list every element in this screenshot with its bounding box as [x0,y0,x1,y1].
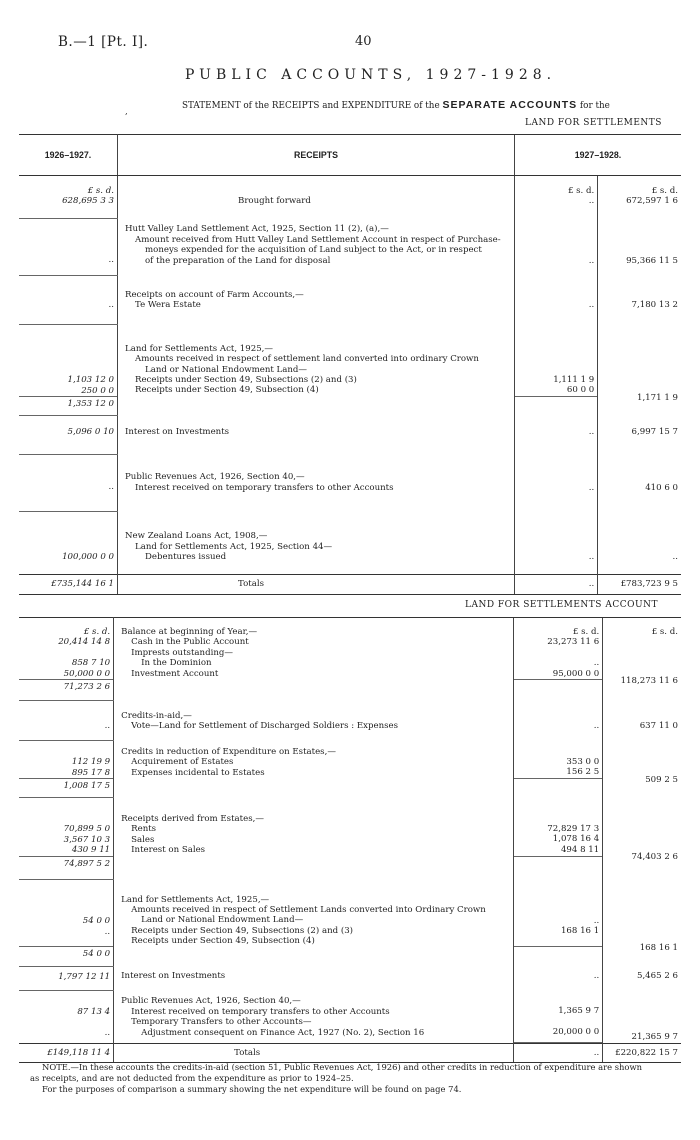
bal-prev-1: 20,414 14 8 [58,637,111,648]
bal-line-4: In the Dominion [141,658,212,669]
cre-prev-2: 895 17 8 [71,767,111,778]
s2-lsa-row [19,880,681,947]
totals-mid: .. [515,575,598,594]
nzl-line-3: Debentures issued [145,552,227,562]
lsa-prev-subtotal: 1,353 12 0 [19,397,118,416]
section-title: LAND FOR SETTLEMENTS ACCOUNT [465,600,658,610]
bal-line-2: Cash in the Public Account [131,637,249,648]
public-revenues-row [19,454,681,511]
credits-reduction-row [19,741,681,779]
statement-heading-post: for the [579,101,610,111]
s2-pra-line-3: Temporary Transfers to other Accounts— [131,1017,312,1028]
nzl-prev: 100,000 0 0 [19,511,118,575]
farm-accounts-row [19,276,681,325]
receipts-totals-row [19,575,681,594]
cre-mid-2: 156 2 5 [566,767,600,778]
rde-prev-3: 430 9 11 [71,845,111,856]
nzl-total: .. [598,511,681,575]
s2-totals-label: Totals [114,1043,514,1062]
s2-interest-label: Interest on Investments [121,971,226,982]
statement-heading-bold: SEPARATE ACCOUNTS [442,99,578,111]
s2-pra-line-1: Public Revenues Act, 1926, Section 40,— [121,996,301,1007]
statement-heading-pre: STATEMENT of the RECEIPTS and EXPENDITURE of the [182,101,440,111]
rde-mid-1: 72,829 17 3 [547,823,600,834]
page-title: PUBLIC ACCOUNTS, 1927-1928. [185,67,557,83]
statement-heading-line2: LAND FOR SETTLEMENTS [525,118,662,128]
document-reference: B.—1 [Pt. I]. [58,34,149,50]
pra-line-2: Interest received on temporary transfers to other Accounts [135,482,394,493]
s2-pra-total: 21,365 9 7 [631,1031,678,1042]
s2-pra-row [19,990,681,1042]
farm-line-2: Te Wera Estate [135,300,201,311]
statement-heading [182,99,610,111]
interest-total: 6,997 15 7 [598,416,681,454]
credits-reduction-subtotal-row [19,779,681,798]
s2-lsa-line-3: Land or National Endowment Land— [141,915,304,926]
estates-receipts-row [19,798,681,856]
lsa-subtotal-row [19,397,681,416]
lsa-mid-2: 60 0 0 [566,385,595,396]
s2-units-curr: £ s. d. [603,618,681,680]
s2-lsa-line-5: Receipts under Section 49, Subsection (4) [131,936,315,947]
cia-line-2: Vote—Land for Settlement of Discharged Soldiers : Expenses [131,721,399,732]
totals-total: £783,723 9 5 [598,575,681,594]
s2-lsa-mid-1: .. [593,915,600,926]
farm-total: 7,180 13 2 [598,276,681,325]
hutt-line-1: Hutt Valley Land Settlement Act, 1925, Section 11 (2), (a),— [125,224,389,235]
lsa-line-4: Receipts under Section 49, Subsections (2) and (3) [135,374,357,385]
s2-interest-prev: 1,797 12 11 [19,966,114,990]
farm-prev: .. [19,276,118,325]
nz-loans-row [19,511,681,575]
lsa-row [19,325,681,397]
lsa-line-1: Land for Settlements Act, 1925,— [125,343,274,354]
brought-mid: .. [515,196,598,218]
bal-mid-3: 95,000 0 0 [552,668,600,679]
lsa-line-3: Land or National Endowment Land— [145,364,308,375]
bal-total: 118,273 11 6 [603,676,681,697]
rde-prev-1: 70,899 5 0 [63,824,111,835]
balance-row [19,618,681,680]
footnote [30,1062,680,1095]
hutt-valley-row [19,218,681,276]
cre-total: 509 2 5 [603,775,681,794]
estates-subtotal-row [19,856,681,879]
s2-lsa-line-1: Land for Settlements Act, 1925,— [121,894,270,905]
s2-interest-mid: .. [514,966,603,990]
interest-mid: .. [515,416,598,454]
interest-row [19,416,681,454]
s2-pra-prev-1: 87 13 4 [77,1006,111,1017]
s2-pra-prev-2: .. [104,1027,111,1038]
col-curr-year: 1927–1928. [515,135,682,176]
brought-label: Brought forward [238,196,311,207]
footnote-line-3: For the purposes of comparison a summary showing the net expenditure will be found on page 74. [42,1084,462,1094]
footnote-line-2: as receipts, and are not deducted from the expenditure as prior to 1924–25. [30,1073,354,1083]
tick-mark: ‚ [125,107,128,116]
pra-prev: .. [19,454,118,511]
s2-lsa-prev-subtotal: 54 0 0 [19,947,114,966]
rde-total: 74,403 2 6 [603,852,681,875]
cia-total: 637 11 0 [603,701,681,741]
brought-prev: 628,695 3 3 [19,196,118,218]
pra-mid: .. [515,454,598,511]
s2-interest-total: 5,465 2 6 [603,966,681,990]
s2-lsa-total: 168 16 1 [603,943,681,962]
s2-totals-total: £220,822 15 7 [603,1043,681,1062]
receipts-table [19,134,681,595]
rde-prev-2: 3,567 10 3 [63,834,111,845]
s2-pra-line-4: Adjustment consequent on Finance Act, 1927 (No. 2), Section 16 [141,1027,425,1038]
col-prev-year: 1926–1927. [19,135,118,176]
credits-in-aid-row [19,701,681,741]
s2-lsa-mid-2: 168 16 1 [560,926,600,936]
s2-interest-row [19,966,681,990]
nzl-line-2: Land for Settlements Act, 1925, Section 44— [135,541,333,552]
farm-mid: .. [515,276,598,325]
receipts-header-row [19,135,681,176]
s2-totals-mid: .. [514,1043,603,1062]
totals-prev: £735,144 16 1 [19,575,118,594]
hutt-line-2: Amount received from Hutt Valley Land Settlement Account in respect of Purchase- [135,234,501,245]
s2-lsa-prev-1: 54 0 0 [82,916,111,927]
lsa-prev-1: 1,103 12 0 [67,375,114,386]
rde-line-3: Sales [131,834,155,845]
settlements-table [19,617,681,1063]
cia-line-1: Credits-in-aid,— [121,710,192,721]
pra-line-1: Public Revenues Act, 1926, Section 40,— [125,472,305,483]
cre-line-3: Expenses incidental to Estates [131,767,265,778]
interest-label: Interest on Investments [125,426,230,437]
bal-prev-subtotal: 71,273 2 6 [19,680,114,701]
nzl-line-1: New Zealand Loans Act, 1908,— [125,531,268,542]
brought-total: 672,597 1 6 [598,196,681,218]
cre-mid-1: 353 0 0 [566,756,600,767]
farm-line-1: Receipts on account of Farm Accounts,— [125,289,304,300]
hutt-prev: .. [19,218,118,276]
cre-line-1: Credits in reduction of Expenditure on Estates,— [121,746,336,757]
cia-mid: .. [514,701,603,741]
lsa-line-2: Amounts received in respect of settlement land converted into ordinary Crown [135,354,479,365]
s2-pra-mid-2: 20,000 0 0 [552,1027,600,1038]
bal-line-1: Balance at beginning of Year,— [121,627,258,637]
cia-prev: .. [19,701,114,741]
s2-lsa-line-4: Receipts under Section 49, Subsections (2) and (3) [131,925,354,936]
s2-units-mid: £ s. d. [572,627,600,637]
s2-pra-line-2: Interest received on temporary transfers to other Accounts [131,1006,390,1017]
lsa-total: 1,171 1 9 [598,393,681,412]
units-prev: £ s. d. [19,176,118,197]
bal-mid-2: .. [593,658,600,669]
rde-line-2: Rents [131,824,157,835]
s2-units-prev: £ s. d. [83,627,111,637]
bal-line-3: Imprests outstanding— [131,647,233,658]
bal-prev-3: 50,000 0 0 [63,668,111,679]
bal-prev-2: 858 7 10 [71,658,111,669]
interest-prev: 5,096 0 10 [19,416,118,454]
hutt-total: 95,366 11 5 [598,218,681,276]
col-receipts: RECEIPTS [118,135,515,176]
hutt-mid: .. [515,218,598,276]
footnote-line-1: NOTE.—In these accounts the credits-in-aid (section 51, Public Revenues Act, 1926) and other credits in reduction of expenditure are shown [42,1062,643,1072]
rde-prev-subtotal: 74,897 5 2 [19,856,114,879]
s2-pra-mid-1: 1,365 9 7 [558,1006,600,1017]
rde-mid-2: 1,078 16 4 [552,834,600,845]
page-number: 40 [355,34,372,49]
lsa-line-5: Receipts under Section 49, Subsection (4) [135,385,319,396]
nzl-mid: .. [515,511,598,575]
cre-line-2: Acquirement of Estates [131,757,234,768]
pra-total: 410 6 0 [598,454,681,511]
s2-lsa-line-2: Amounts received in respect of Settlement Lands converted into Ordinary Crown [131,905,486,915]
s2-lsa-subtotal-row [19,947,681,966]
units-row [19,176,681,197]
hutt-line-3: moneys expended for the acquisition of Land subject to the Act, or in respect [145,245,482,256]
lsa-mid-1: 1,111 1 9 [553,374,595,385]
rde-line-1: Receipts derived from Estates,— [121,813,264,824]
balance-subtotal-row [19,680,681,701]
rde-line-4: Interest on Sales [131,845,206,856]
lsa-prev-2: 250 0 0 [81,385,114,396]
totals-label: Totals [118,575,515,594]
cre-prev-1: 112 19 9 [71,757,111,768]
hutt-line-4: of the preparation of the Land for disposal [145,255,331,266]
units-curr: £ s. d. [598,176,681,197]
brought-forward-row [19,196,681,218]
bal-mid-1: 23,273 11 6 [547,637,600,648]
s2-totals-row [19,1043,681,1062]
bal-line-5: Investment Account [131,668,219,679]
s2-lsa-prev-2: .. [104,926,111,937]
cre-prev-subtotal: 1,008 17 5 [19,779,114,798]
units-mid: £ s. d. [515,176,598,197]
rde-mid-3: 494 8 11 [560,844,600,855]
s2-totals-prev: £149,118 11 4 [19,1043,114,1062]
